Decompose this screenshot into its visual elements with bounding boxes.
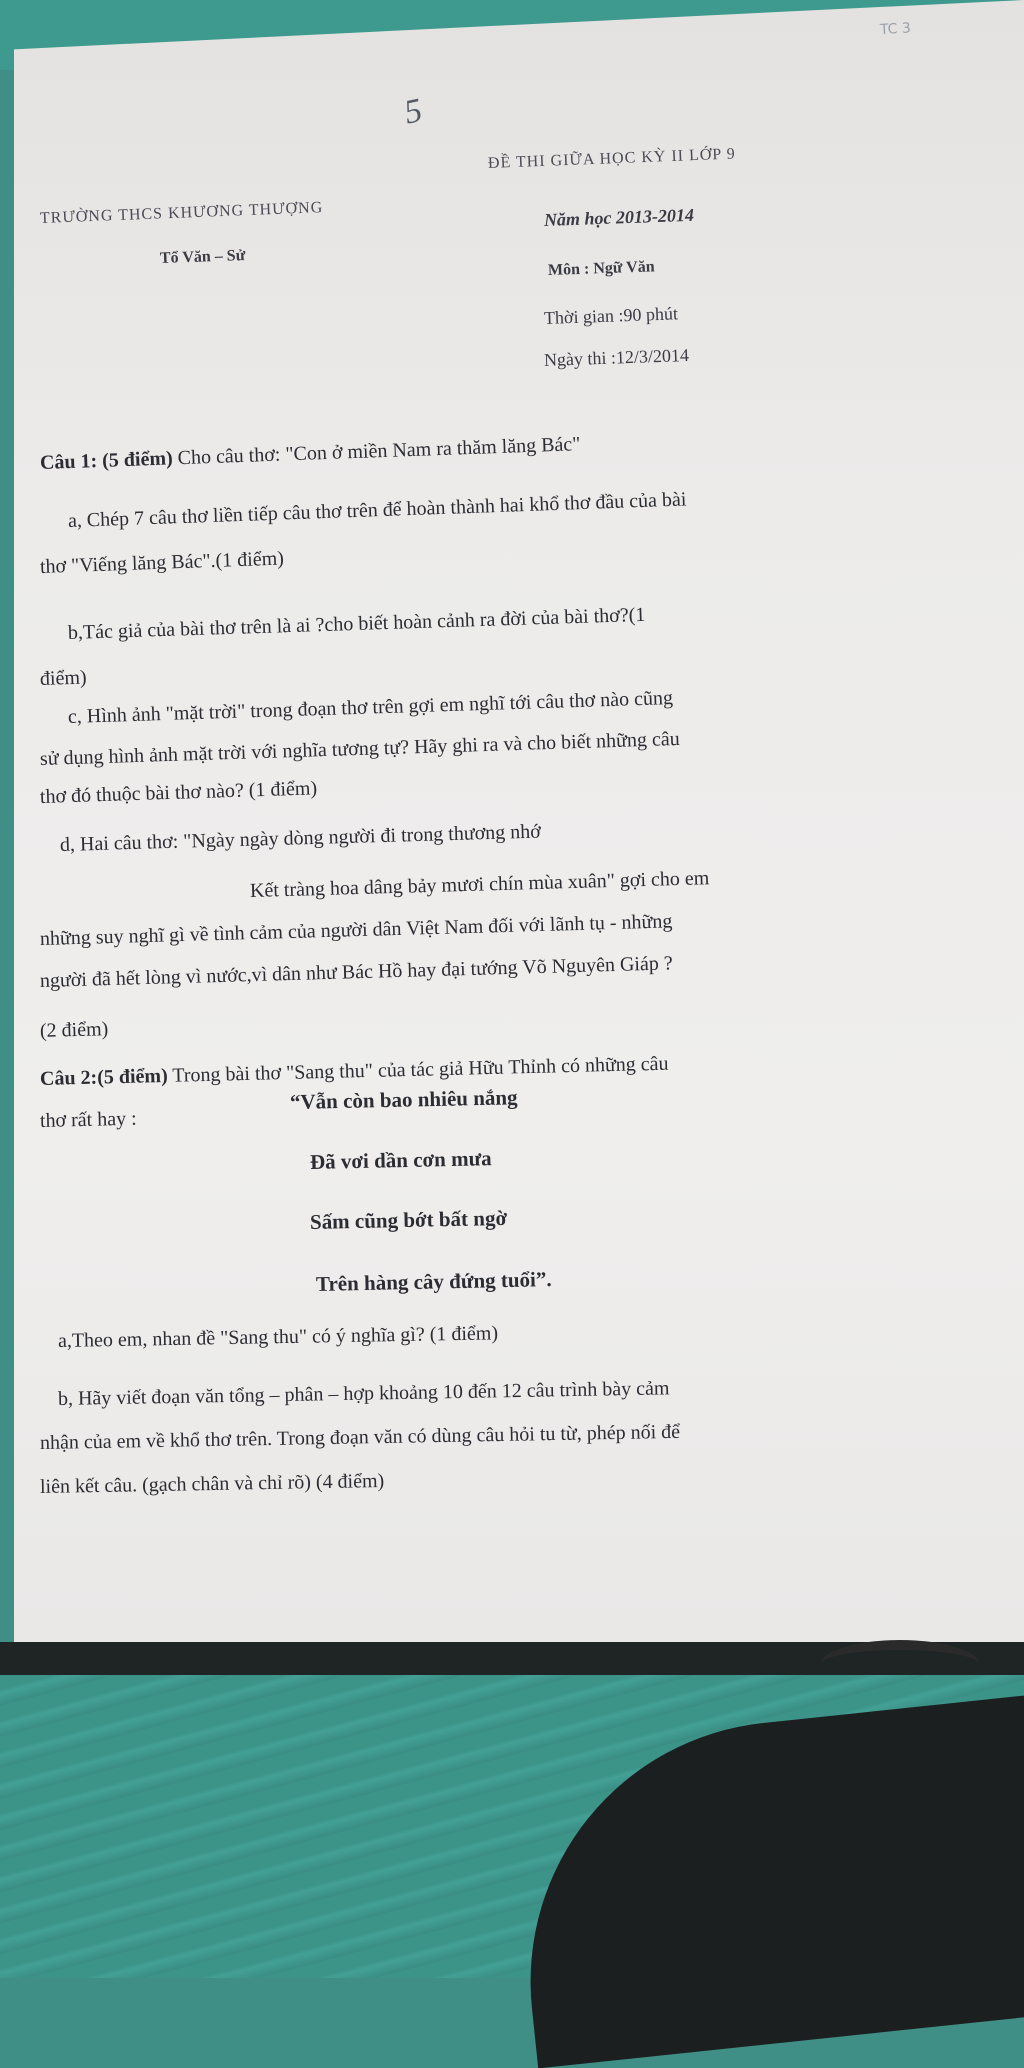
question-2-intro-line-2: thơ rất hay :	[39, 1107, 137, 1132]
question-2b-line-3: liên kết câu. (gạch chân và chỉ rõ) (4 điểm)	[39, 1469, 385, 1498]
question-1a-line-1: a, Chép 7 câu thơ liền tiếp câu thơ trên để hoàn thành hai khổ thơ đầu của bài	[67, 488, 687, 532]
school-year: Năm học 2013-2014	[543, 204, 695, 230]
question-2b-line-1: b, Hãy viết đoạn văn tổng – phân – hợp khoảng 10 đến 12 câu trình bày cảm	[57, 1377, 670, 1410]
question-1-label: Câu 1: (5 điểm)	[39, 447, 174, 474]
school-name: TRƯỜNG THCS KHƯƠNG THƯỢNG	[39, 199, 324, 227]
question-1a-line-2: thơ "Viếng lăng Bác".(1 điểm)	[39, 547, 285, 578]
question-2a: a,Theo em, nhan đề "Sang thu" có ý nghĩa gì? (1 điểm)	[57, 1322, 499, 1352]
department: Tổ Văn – Sử	[159, 247, 246, 267]
question-1b-line-2: điểm)	[39, 666, 87, 690]
question-2b-line-2: nhận của em về khổ thơ trên. Trong đoạn văn có dùng câu hỏi tu từ, phép nối để	[39, 1420, 681, 1454]
question-2-text: Trong bài thơ "Sang thu" của tác giả Hữu Thỉnh có những câu	[172, 1052, 669, 1087]
poem-line: “Vẫn còn bao nhiêu nắng	[289, 1085, 518, 1114]
question-1d-line-1: d, Hai câu thơ: "Ngày ngày dòng người đi trong thương nhớ	[59, 820, 542, 856]
subject: Môn : Ngữ Văn	[547, 258, 655, 279]
question-2-label: Câu 2:(5 điểm)	[39, 1064, 168, 1090]
question-1-text: Cho câu thơ: "Con ở miền Nam ra thăm lăng Bác"	[177, 433, 581, 470]
poem-line: Đã vơi dần cơn mưa	[309, 1146, 492, 1174]
question-1c-line-2: sử dụng hình ảnh mặt trời với nghĩa tương tự? Hãy ghi ra và cho biết những câu	[39, 727, 680, 770]
question-1-intro	[40, 433, 581, 475]
question-1d-line-3: những suy nghĩ gì về tình cảm của người dân Việt Nam đối với lãnh tụ - những	[39, 910, 673, 950]
question-1c-line-1: c, Hình ảnh "mặt trời" trong đoạn thơ trên gợi em nghĩ tới câu thơ nào cũng	[67, 686, 674, 728]
poem-line: Trên hàng cây đứng tuổi”.	[315, 1267, 552, 1296]
question-1c-line-3: thơ đó thuộc bài thơ nào? (1 điểm)	[39, 777, 318, 808]
question-1d-line-4: người đã hết lòng vì nước,vì dân như Bác Hồ hay đại tướng Võ Nguyên Giáp ?	[39, 952, 673, 992]
handwritten-mark: 5	[401, 91, 426, 132]
exam-title: ĐỀ THI GIỮA HỌC KỲ II LỚP 9	[487, 145, 736, 172]
question-1d-line-2: Kết tràng hoa dâng bảy mươi chín mùa xuân" gợi cho em	[249, 867, 710, 902]
question-1b-line-1: b,Tác giả của bài thơ trên là ai ?cho biết hoàn cảnh ra đời của bài thơ?(1	[67, 603, 646, 644]
cable	[820, 1640, 980, 1690]
question-2-intro	[40, 1053, 669, 1091]
duration: Thời gian :90 phút	[543, 303, 679, 328]
question-1d-line-5: (2 điểm)	[39, 1018, 109, 1042]
poem-line: Sấm cũng bớt bất ngờ	[309, 1205, 508, 1234]
exam-date: Ngày thi :12/3/2014	[543, 344, 690, 370]
corner-mark: TC 3	[879, 20, 912, 38]
